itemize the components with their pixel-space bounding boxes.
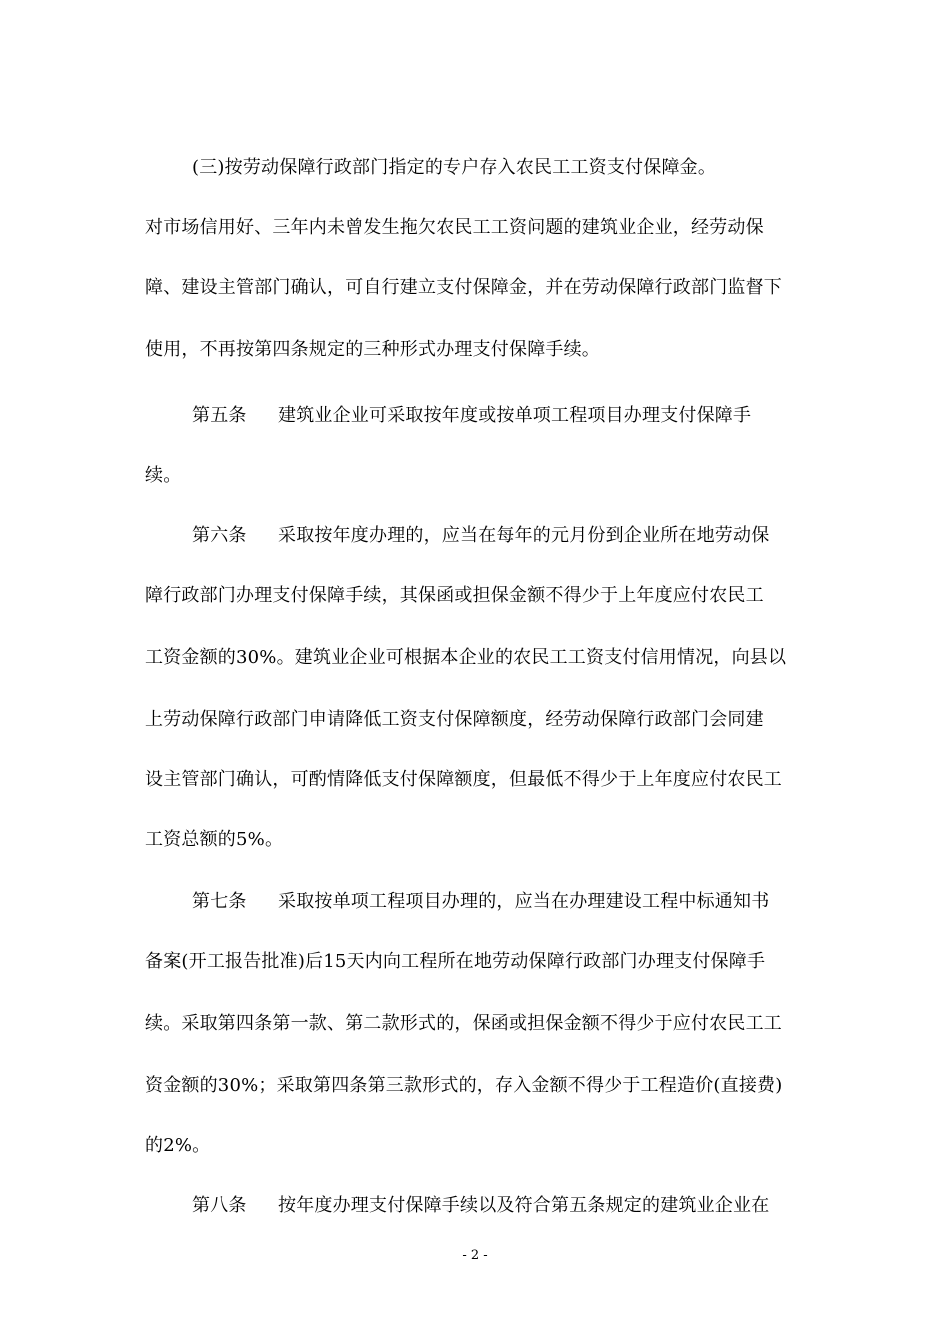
paragraph-line <box>145 768 782 792</box>
line-text: 使用，不再按第四条规定的三种形式办理支付保障手续。 <box>145 339 600 360</box>
paragraph-line <box>145 1074 782 1098</box>
paragraph-line <box>145 646 786 670</box>
article-5-line <box>192 404 751 428</box>
line-text: 对市场信用好、三年内未曾发生拖欠农民工工资问题的建筑业企业，经劳动保 <box>145 217 764 238</box>
line-text: 按年度办理支付保障手续以及符合第五条规定的建筑业企业在 <box>278 1195 770 1216</box>
paragraph-line <box>145 338 600 362</box>
article-label: 第八条 <box>192 1195 247 1216</box>
article-label: 第七条 <box>192 891 247 912</box>
paragraph-line <box>145 276 782 300</box>
article-7-line <box>192 890 769 914</box>
paragraph-line <box>145 950 765 974</box>
line-text: 资金额的30%；采取第四条第三款形式的，存入金额不得少于工程造价(直接费) <box>145 1075 783 1096</box>
line-text: 工资总额的5%。 <box>145 829 284 850</box>
line-text: 障行政部门办理支付保障手续，其保函或担保金额不得少于上年度应付农民工 <box>145 585 764 606</box>
line-text: 工资金额的30%。建筑业企业可根据本企业的农民工工资支付信用情况，向县以 <box>145 647 787 668</box>
paragraph-line <box>145 216 764 240</box>
paragraph-line <box>145 464 181 488</box>
paragraph-line <box>145 828 283 852</box>
article-8-line <box>192 1194 769 1218</box>
page-number: - 2 - <box>462 1248 488 1263</box>
article-label: 第五条 <box>192 405 247 426</box>
line-text: 设主管部门确认，可酌情降低支付保障额度，但最低不得少于上年度应付农民工 <box>145 769 782 790</box>
line-text: 建筑业企业可采取按年度或按单项工程项目办理支付保障手 <box>278 405 752 426</box>
line-text: 的2%。 <box>145 1135 211 1156</box>
paragraph-line <box>192 156 716 180</box>
line-text: 障、建设主管部门确认，可自行建立支付保障金，并在劳动保障行政部门监督下 <box>145 277 782 298</box>
article-6-line <box>192 524 769 548</box>
paragraph-line <box>145 1134 210 1158</box>
line-text: 上劳动保障行政部门申请降低工资支付保障额度，经劳动保障行政部门会同建 <box>145 709 764 730</box>
line-text: 续。 <box>145 465 182 486</box>
line-text: 采取按年度办理的，应当在每年的元月份到企业所在地劳动保 <box>278 525 770 546</box>
line-text: 采取按单项工程项目办理的，应当在办理建设工程中标通知书 <box>278 891 770 912</box>
line-text: 备案(开工报告批准)后15天内向工程所在地劳动保障行政部门办理支付保障手 <box>145 951 766 972</box>
paragraph-line <box>145 708 764 732</box>
line-text: 续。采取第四条第一款、第二款形式的，保函或担保金额不得少于应付农民工工 <box>145 1013 782 1034</box>
line-text: (三)按劳动保障行政部门指定的专户存入农民工工资支付保障金。 <box>192 157 717 178</box>
article-label: 第六条 <box>192 525 247 546</box>
paragraph-line <box>145 584 764 608</box>
paragraph-line <box>145 1012 782 1036</box>
